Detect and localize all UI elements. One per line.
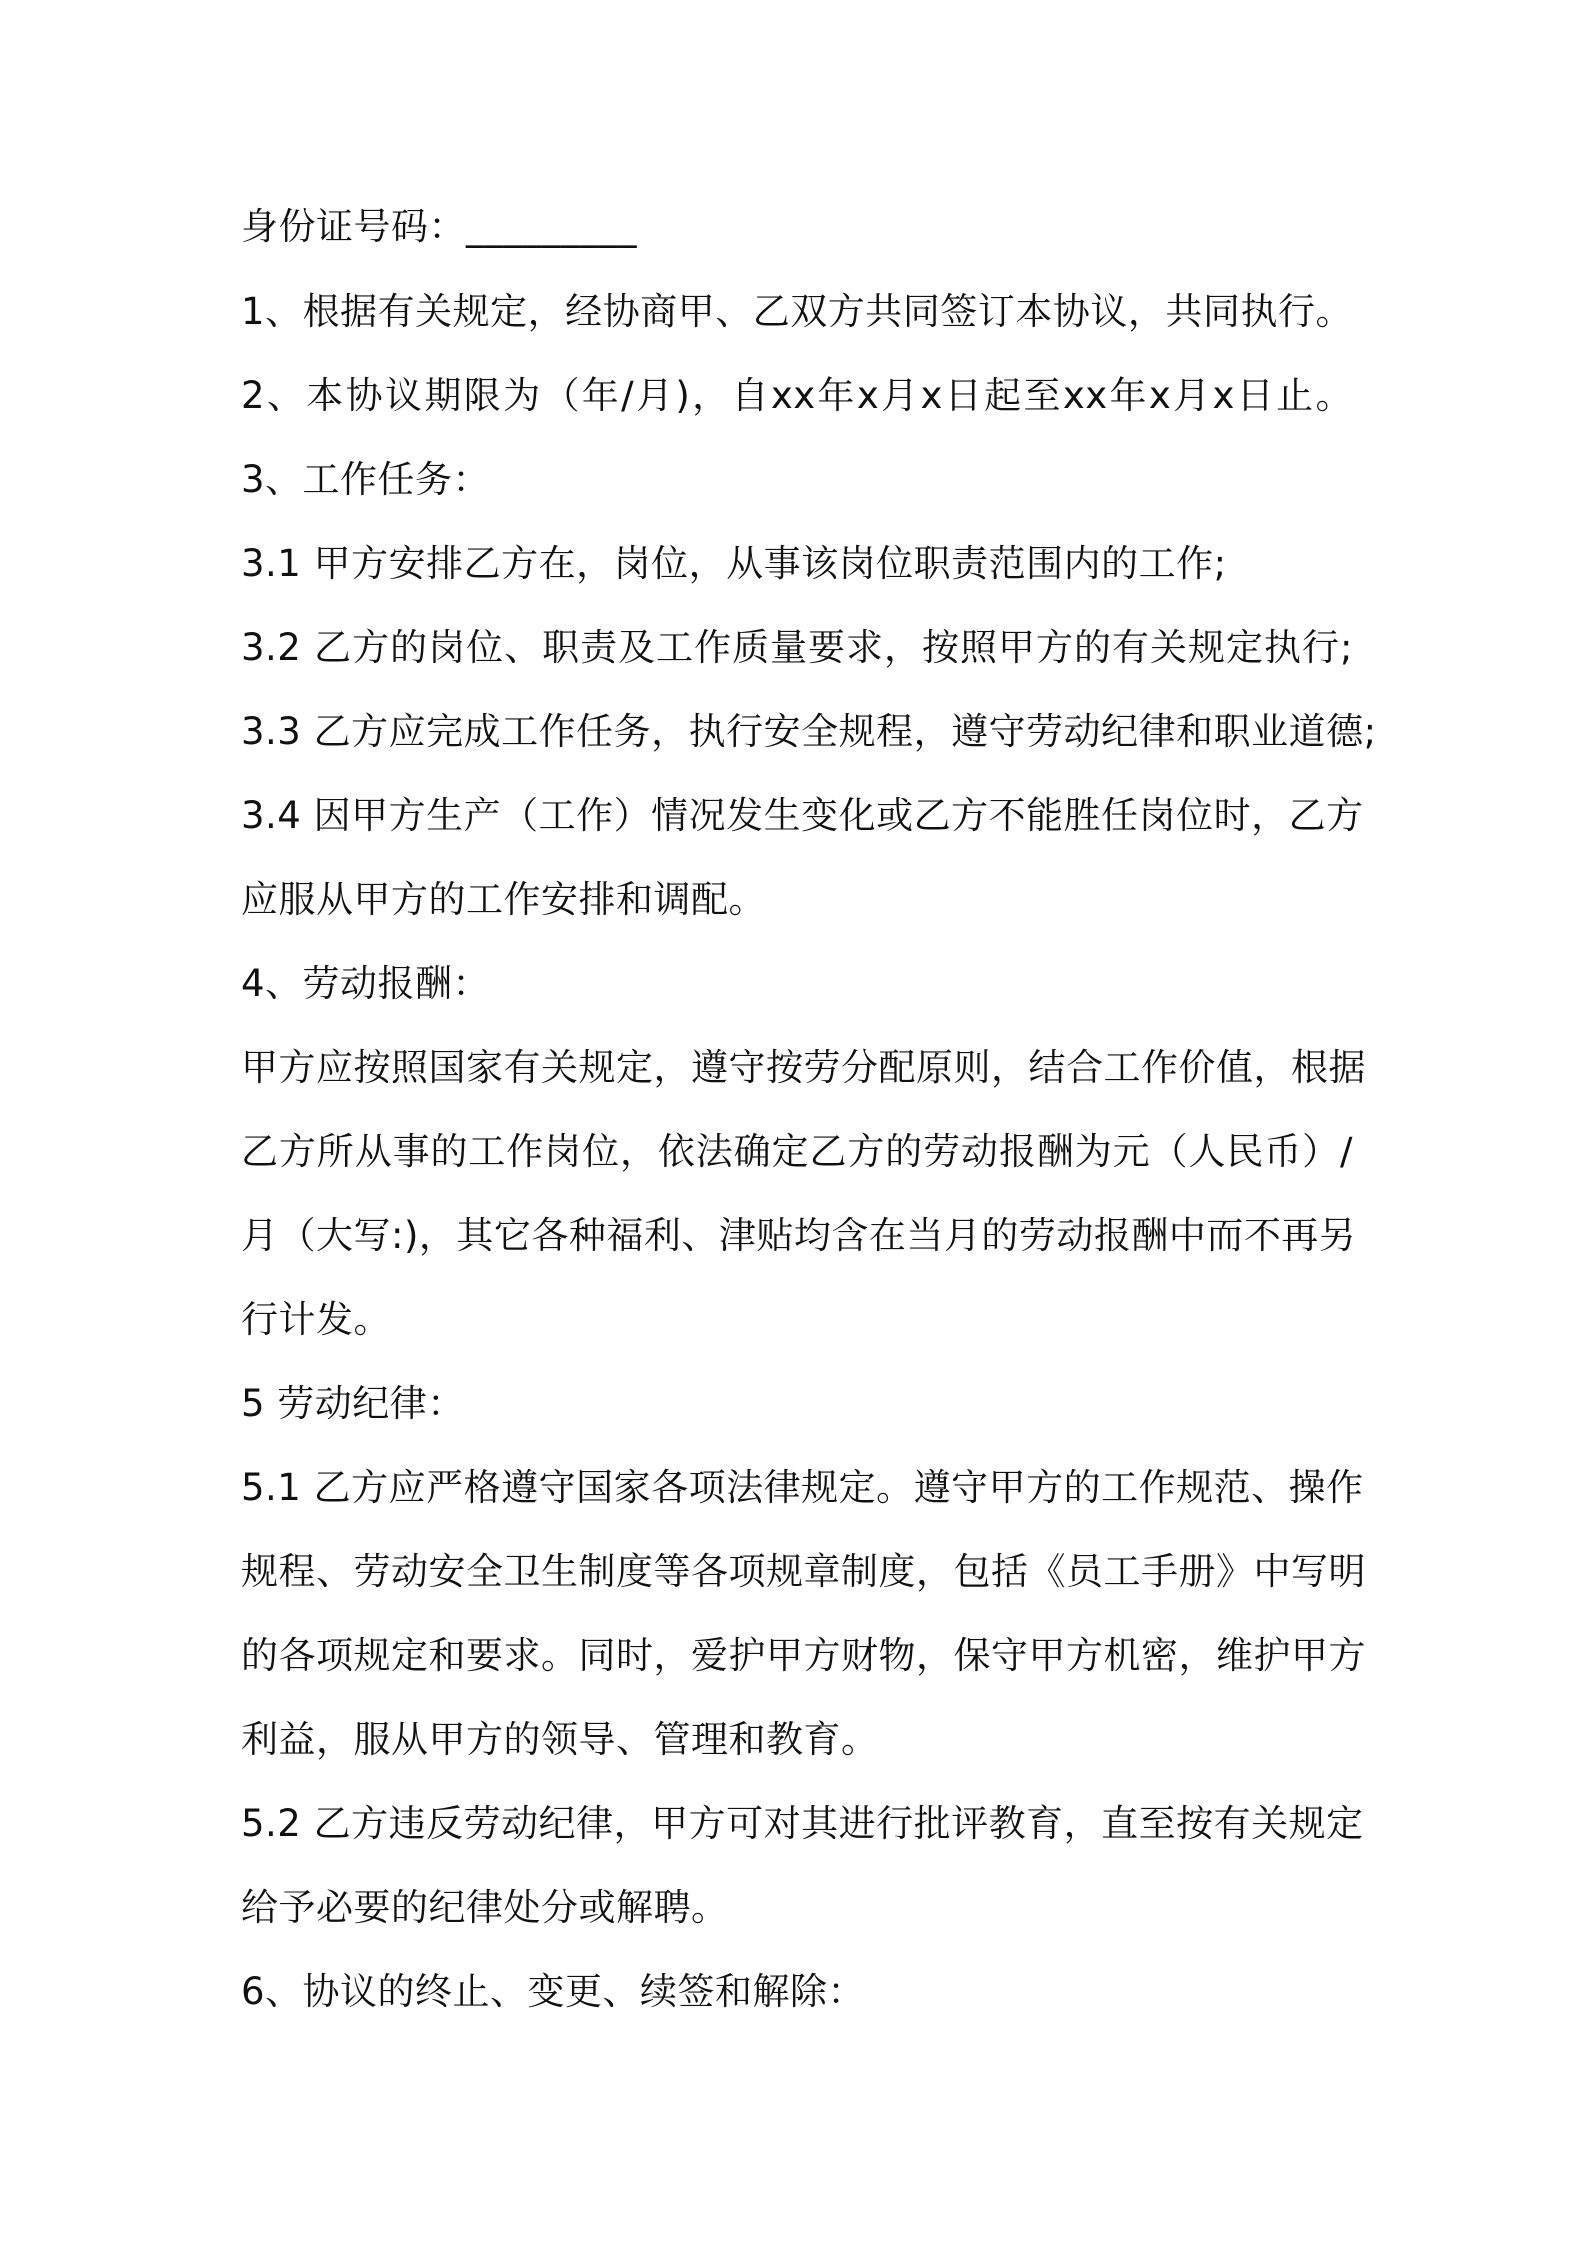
clause-3-4-line-2: 应服从甲方的工作安排和调配。 [241, 878, 766, 921]
clause-5-1-line-2: 规程、劳动安全卫生制度等各项规章制度，包括《员工手册》中写明 [241, 1550, 1366, 1593]
clause-1: 1、根据有关规定，经协商甲、乙双方共同签订本协议，共同执行。 [241, 290, 1353, 333]
clause-5-2-line-1: 5.2 乙方违反劳动纪律，甲方可对其进行批评教育，直至按有关规定 [241, 1802, 1364, 1845]
clause-3-1: 3.1 甲方安排乙方在，岗位，从事该岗位职责范围内的工作; [241, 542, 1227, 585]
clause-3-4-line-1: 3.4 因甲方生产（工作）情况发生变化或乙方不能胜任岗位时，乙方 [241, 794, 1364, 837]
clause-3-heading: 3、工作任务： [241, 458, 491, 501]
clause-3-3: 3.3 乙方应完成工作任务，执行安全规程，遵守劳动纪律和职业道德; [241, 710, 1377, 753]
clause-2: 2、本协议期限为（年/月)，自xx年x月x日起至xx年x月x日止。 [241, 374, 1353, 417]
clause-4-line-4: 行计发。 [241, 1298, 391, 1341]
id-number-line: 身份证号码：_________ [241, 205, 637, 248]
clause-5-1-line-4: 利益，服从甲方的领导、管理和教育。 [241, 1718, 879, 1761]
clause-4-line-3: 月（大写:)，其它各种福利、津贴均含在当月的劳动报酬中而不再另 [241, 1214, 1357, 1257]
clause-3-2: 3.2 乙方的岗位、职责及工作质量要求，按照甲方的有关规定执行; [241, 626, 1353, 669]
clause-4-line-1: 甲方应按照国家有关规定，遵守按劳分配原则，结合工作价值，根据 [241, 1046, 1366, 1089]
clause-5-2-line-2: 给予必要的纪律处分或解聘。 [241, 1886, 729, 1929]
clause-4-line-2: 乙方所从事的工作岗位，依法确定乙方的劳动报酬为元（人民币）/ [241, 1130, 1353, 1173]
clause-6-heading: 6、协议的终止、变更、续签和解除： [241, 1970, 866, 2013]
clause-4-heading: 4、劳动报酬： [241, 962, 491, 1005]
clause-5-1-line-1: 5.1 乙方应严格遵守国家各项法律规定。遵守甲方的工作规范、操作 [241, 1466, 1364, 1509]
clause-5-heading: 5 劳动纪律： [241, 1382, 465, 1425]
clause-5-1-line-3: 的各项规定和要求。同时，爱护甲方财物，保守甲方机密，维护甲方 [241, 1634, 1366, 1677]
